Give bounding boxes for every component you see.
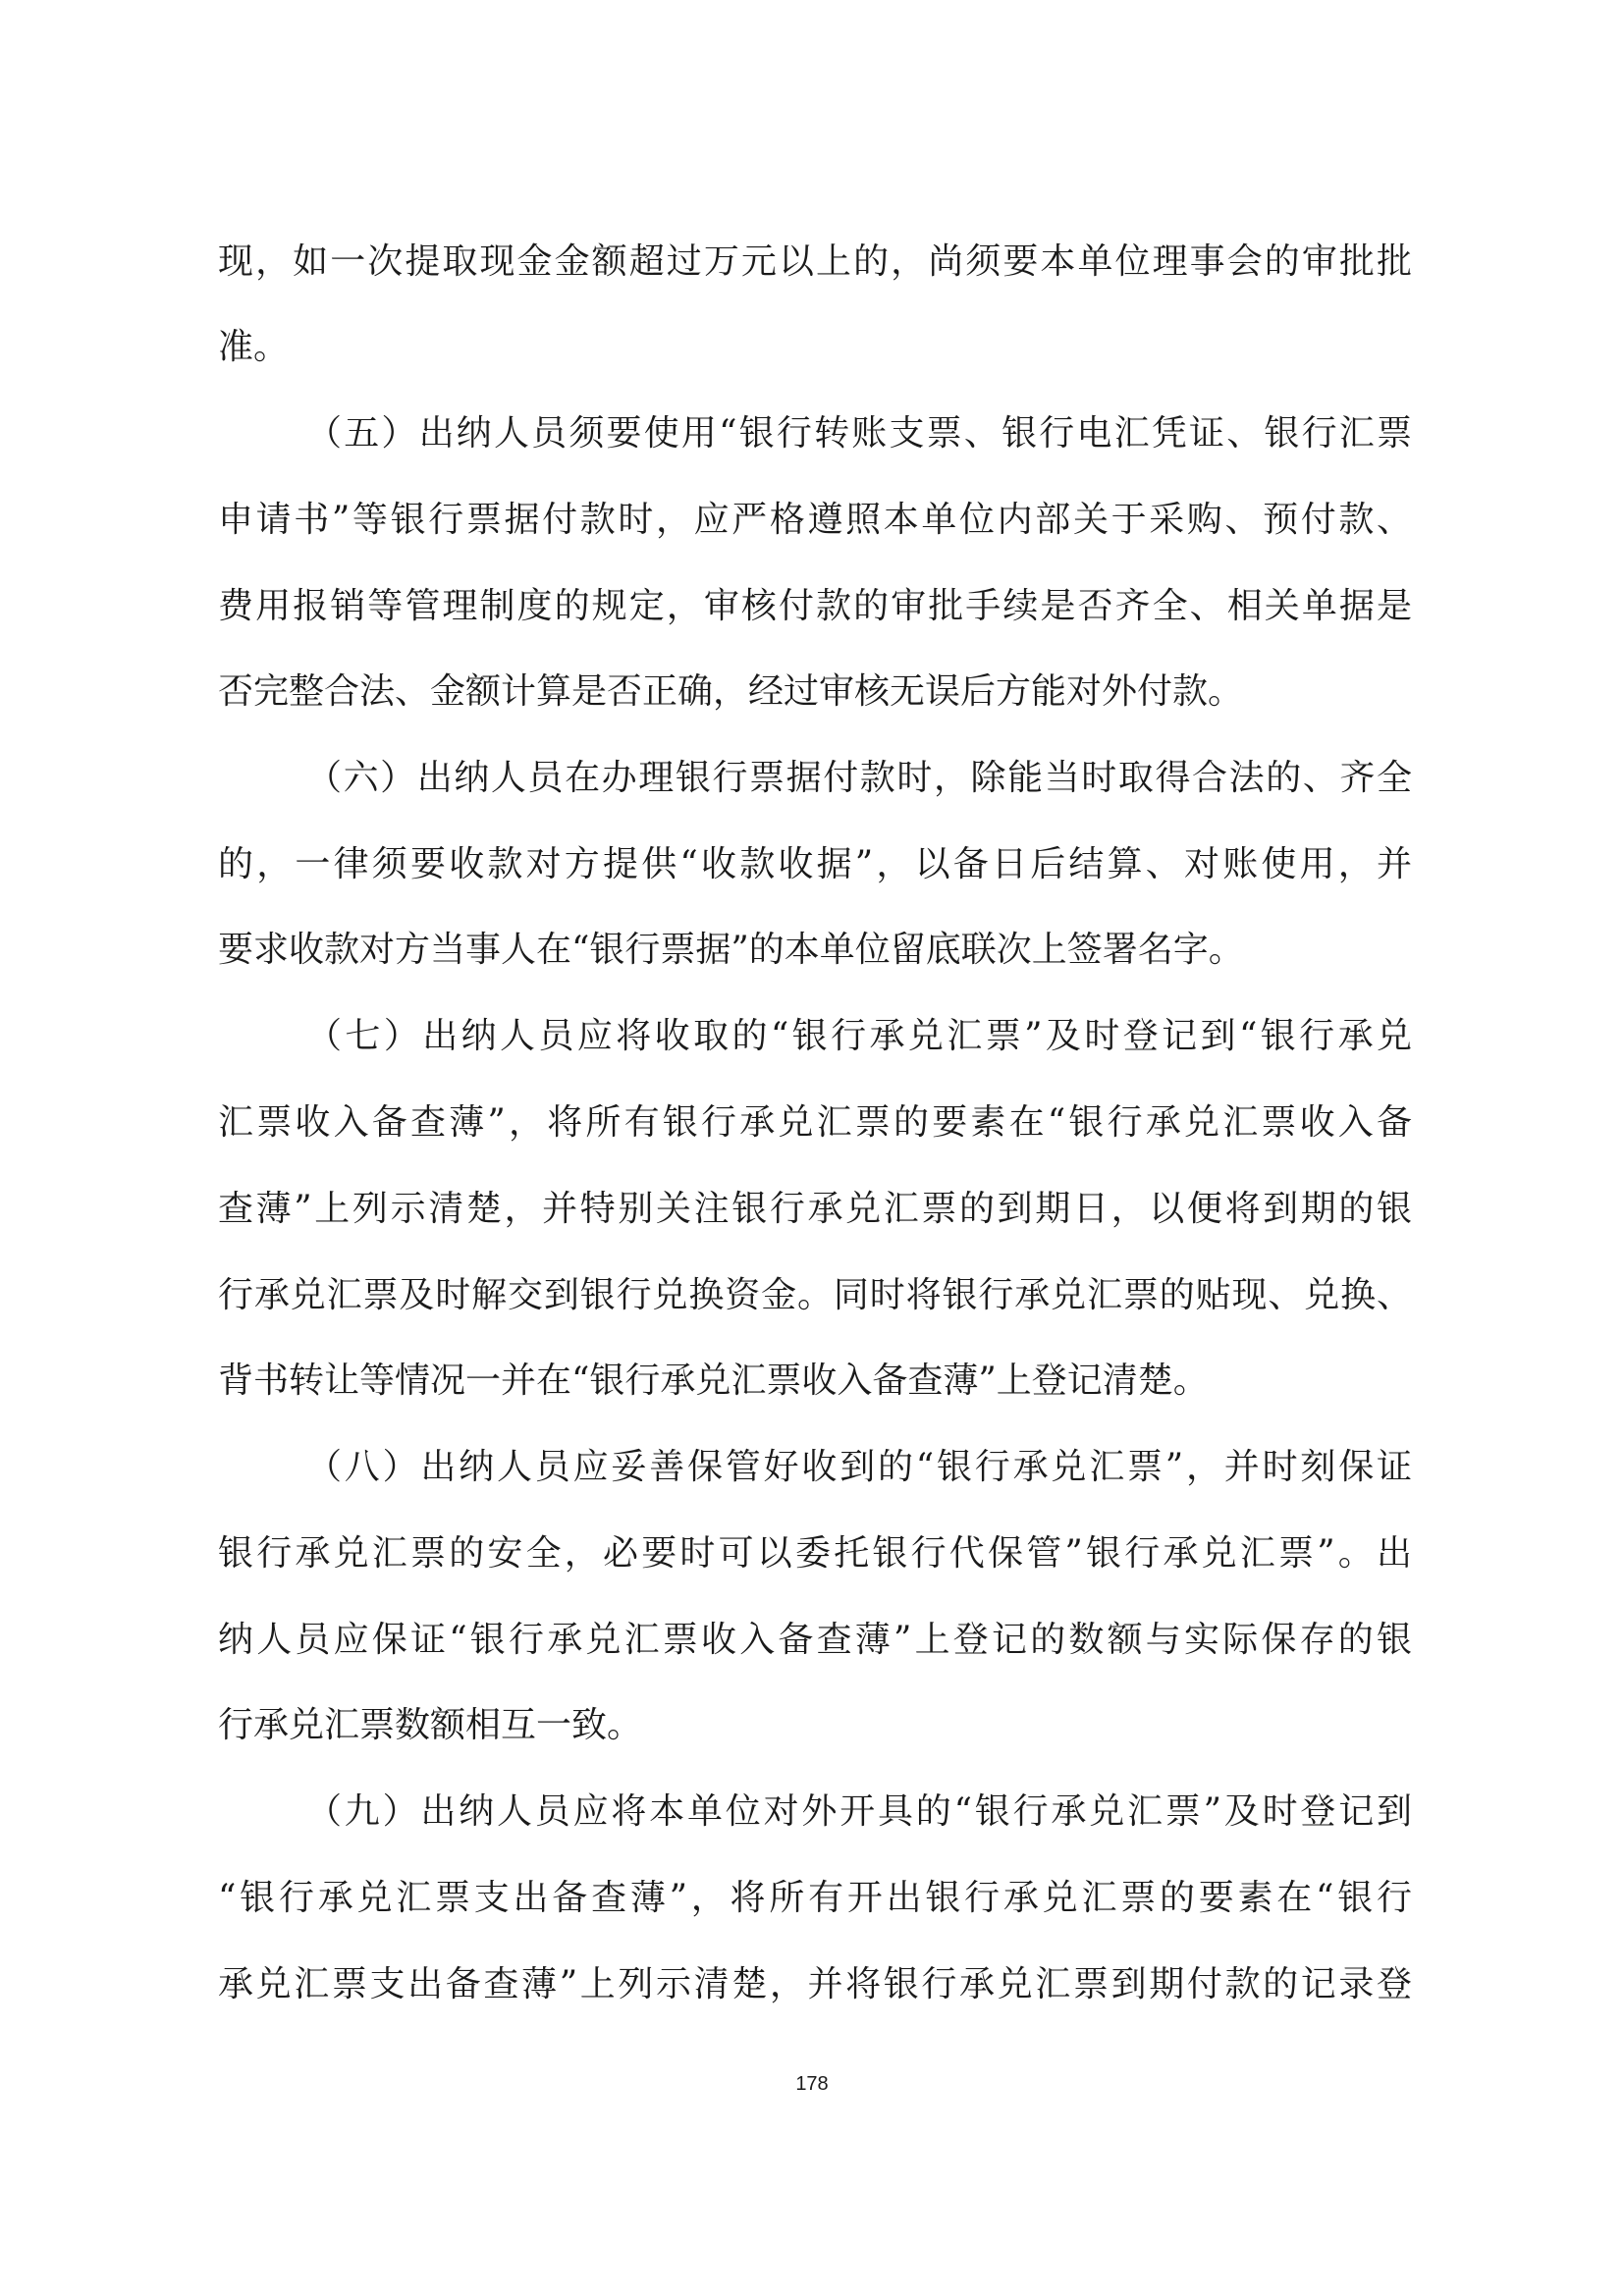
text-line: 查薄”上列示清楚，并特别关注银行承兑汇票的到期日，以便将到期的银 [218,1189,1412,1229]
text-line: 银行承兑汇票的安全，必要时可以委托银行代保管”银行承兑汇票”。出 [218,1533,1412,1574]
text-line: “银行承兑汇票支出备查薄”，将所有开出银行承兑汇票的要素在“银行 [218,1878,1412,1918]
text-line: 否完整合法、金额计算是否正确，经过审核无误后方能对外付款。 [218,671,1244,712]
text-line: 的，一律须要收款对方提供“收款收据”，以备日后结算、对账使用，并 [218,844,1412,884]
paragraph-six-first-line: （六）出纳人员在办理银行票据付款时，除能当时取得合法的、齐全 [306,758,1412,798]
text-line: 背书转让等情况一并在“银行承兑汇票收入备查薄”上登记清楚。 [218,1361,1209,1401]
paragraph-seven-first-line: （七）出纳人员应将收取的“银行承兑汇票”及时登记到“银行承兑 [306,1016,1412,1056]
paragraph-eight-first-line: （八）出纳人员应妥善保管好收到的“银行承兑汇票”，并时刻保证 [306,1447,1412,1487]
text-line: 行承兑汇票及时解交到银行兑换资金。同时将银行承兑汇票的贴现、兑换、 [218,1275,1412,1315]
page-number: 178 [795,2073,829,2095]
text-line: 汇票收入备查薄”，将所有银行承兑汇票的要素在“银行承兑汇票收入备 [218,1102,1412,1143]
text-line: 费用报销等管理制度的规定，审核付款的审批手续是否齐全、相关单据是 [218,586,1412,626]
text-line: 申请书”等银行票据付款时，应严格遵照本单位内部关于采购、预付款、 [218,500,1412,540]
paragraph-nine-first-line: （九）出纳人员应将本单位对外开具的“银行承兑汇票”及时登记到 [306,1791,1412,1832]
text-line: 要求收款对方当事人在“银行票据”的本单位留底联次上签署名字。 [218,930,1244,970]
paragraph-five-first-line: （五）出纳人员须要使用“银行转账支票、银行电汇凭证、银行汇票 [306,413,1412,454]
text-line: 纳人员应保证“银行承兑汇票收入备查薄”上登记的数额与实际保存的银 [218,1620,1412,1660]
text-line: 承兑汇票支出备查薄”上列示清楚，并将银行承兑汇票到期付款的记录登 [218,1964,1412,2004]
text-line: 行承兑汇票数额相互一致。 [218,1705,643,1745]
text-line: 准。 [218,327,290,367]
text-line: 现，如一次提取现金金额超过万元以上的，尚须要本单位理事会的审批批 [218,241,1412,282]
